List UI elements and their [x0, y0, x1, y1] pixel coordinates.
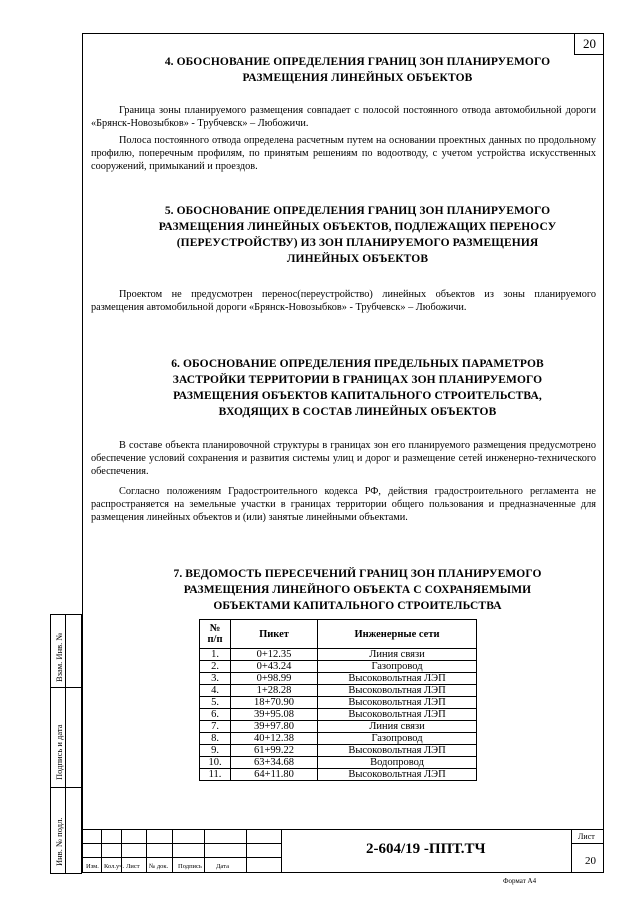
section-5-title [110, 203, 605, 267]
table-cell: 3. [200, 673, 231, 685]
table-cell: 63+34.68 [231, 757, 318, 769]
table-cell: 2. [200, 661, 231, 673]
table-row [200, 673, 477, 685]
title-line: РАЗМЕЩЕНИЯ ЛИНЕЙНОГО ОБЪЕКТА С СОХРАНЯЕМЫМИ [183, 584, 532, 596]
table-cell: Высоковольтная ЛЭП [318, 685, 477, 697]
title-line: РАЗМЕЩЕНИЯ ОБЪЕКТОВ КАПИТАЛЬНОГО СТРОИТЕЛЬСТВА, [173, 390, 542, 402]
stamp-label-signature: Подпись [178, 863, 202, 870]
title-line: 5. ОБОСНОВАНИЕ ОПРЕДЕЛЕНИЯ ГРАНИЦ ЗОН ПЛАНИРУЕМОГО [164, 205, 551, 217]
stamp-label-doc: № док. [149, 863, 169, 870]
title-line: (ПЕРЕУСТРОЙСТВУ) ИЗ ЗОН ПЛАНИРУЕМОГО РАЗМЕЩЕНИЯ [176, 237, 539, 249]
table-cell: 64+11.80 [231, 769, 318, 781]
table-cell: 40+12.38 [231, 733, 318, 745]
table-cell: Высоковольтная ЛЭП [318, 769, 477, 781]
sheet-number: 20 [585, 855, 596, 867]
crossings-table [199, 619, 477, 781]
stamp-col [247, 829, 282, 873]
table-cell: 4. [200, 685, 231, 697]
table-cell: 61+99.22 [231, 745, 318, 757]
table-cell: Высоковольтная ЛЭП [318, 745, 477, 757]
table-cell: Газопровод [318, 661, 477, 673]
table-row [200, 757, 477, 769]
table-cell: Водопровод [318, 757, 477, 769]
title-line: РАЗМЕЩЕНИЯ ЛИНЕЙНЫХ ОБЪЕКТОВ, ПОДЛЕЖАЩИХ ПЕРЕНОСУ [158, 221, 557, 233]
table-cell: 6. [200, 709, 231, 721]
title-line: ВХОДЯЩИХ В СОСТАВ ЛИНЕЙНЫХ ОБЪЕКТОВ [218, 406, 497, 418]
title-line: ЗАСТРОЙКИ ТЕРРИТОРИИ В ГРАНИЦАХ ЗОН ПЛАНИРУЕМОГО [172, 374, 543, 386]
table-row [200, 733, 477, 745]
stamp-label-izm: Изм. [86, 863, 99, 870]
section-6-paragraph-2: Согласно положениям Градостроительного кодекса РФ, действия градостроительного регламента не распространяется на земельные участки в границах территории общего пользования и предназначенные для размещения линейных объектов и (или) занятые линейными объектами. [91, 486, 596, 523]
title-line: РАЗМЕЩЕНИЯ ЛИНЕЙНЫХ ОБЪЕКТОВ [242, 72, 473, 84]
section-4-paragraph-2: Полоса постоянного отвода определена расчетным путем на основании проектных данных по продольному профилю, поперечным профилям, по принятым решениям по водоотводу, с учетом устройства искусственных сооружений, примыканий и проездов. [91, 135, 596, 172]
table-cell: 0+12.35 [231, 649, 318, 661]
table-cell: 11. [200, 769, 231, 781]
stamp-line [572, 843, 604, 844]
table-cell: 10. [200, 757, 231, 769]
table-cell: Высоковольтная ЛЭП [318, 709, 477, 721]
header-networks: Инженерные сети [318, 620, 477, 649]
table-cell: 18+70.90 [231, 697, 318, 709]
document-code: 2-604/19 -ППТ.ТЧ [366, 841, 486, 857]
stamp-label-koluch: Кол.уч. [104, 863, 125, 870]
table-cell: Линия связи [318, 721, 477, 733]
side-label-inv-original: Инв. № подл. [54, 817, 64, 866]
table-row [200, 685, 477, 697]
title-line: 6. ОБОСНОВАНИЕ ОПРЕДЕЛЕНИЯ ПРЕДЕЛЬНЫХ ПАРАМЕТРОВ [171, 358, 544, 370]
page-number: 20 [574, 33, 604, 55]
section-6-title [110, 356, 605, 420]
header-number: № п/п [200, 620, 231, 649]
table-cell: 7. [200, 721, 231, 733]
paper-format: Формат А4 [503, 877, 537, 885]
table-row [200, 697, 477, 709]
title-block [82, 829, 604, 873]
table-row [200, 721, 477, 733]
side-stamp-divider [65, 615, 66, 873]
title-line: 4. ОБОСНОВАНИЕ ОПРЕДЕЛЕНИЯ ГРАНИЦ ЗОН ПЛАНИРУЕМОГО [164, 56, 551, 68]
table-cell: 8. [200, 733, 231, 745]
table-cell: 0+98.99 [231, 673, 318, 685]
table-row [200, 649, 477, 661]
side-label-replace-inv: Взам. Инв. № [54, 632, 64, 682]
sheet-label: Лист [578, 832, 595, 841]
stamp-label-list: Лист [126, 863, 140, 870]
table-cell: Газопровод [318, 733, 477, 745]
table-row [200, 661, 477, 673]
table-cell: Высоковольтная ЛЭП [318, 697, 477, 709]
table-cell: 39+97.80 [231, 721, 318, 733]
title-line: 7. ВЕДОМОСТЬ ПЕРЕСЕЧЕНИЙ ГРАНИЦ ЗОН ПЛАНИРУЕМОГО [173, 568, 542, 580]
table-cell: 5. [200, 697, 231, 709]
side-stamp-divider [51, 787, 81, 788]
table-cell: 39+95.08 [231, 709, 318, 721]
table-cell: Линия связи [318, 649, 477, 661]
table-cell: 1. [200, 649, 231, 661]
table-cell: 1+28.28 [231, 685, 318, 697]
section-7-title [110, 566, 605, 614]
table-cell: Высоковольтная ЛЭП [318, 673, 477, 685]
header-picket: Пикет [231, 620, 318, 649]
table-cell: 0+43.24 [231, 661, 318, 673]
section-5-paragraph-1: Проектом не предусмотрен перенос(переустройство) линейных объектов из зоны планируемого размещения автомобильной дороги «Брянск-Новозыбков» - Трубчевск» – Любожичи. [91, 289, 596, 313]
table-row [200, 745, 477, 757]
table-header-row [200, 620, 477, 649]
table-row [200, 709, 477, 721]
title-line: ЛИНЕЙНЫХ ОБЪЕКТОВ [286, 253, 429, 265]
title-line: ОБЪЕКТАМИ КАПИТАЛЬНОГО СТРОИТЕЛЬСТВА [213, 600, 502, 612]
section-4-title [110, 54, 605, 86]
side-label-signature-date: Подпись и дата [54, 724, 64, 780]
section-6-paragraph-1: В составе объекта планировочной структуры в границах зон его планируемого размещения предусмотрено обеспечение условий сохранения и развития системы улиц и дорог и размещение сетей инженерно-технического обеспечения. [91, 440, 596, 477]
side-stamp-divider [51, 687, 81, 688]
section-4-paragraph-1: Граница зоны планируемого размещения совпадает с полосой постоянного отвода автомобильной дороги «Брянск-Новозыбков» - Трубчевск» – Любожичи. [91, 105, 596, 129]
table-cell: 9. [200, 745, 231, 757]
stamp-label-date: Дата [216, 863, 229, 870]
table-row [200, 769, 477, 781]
